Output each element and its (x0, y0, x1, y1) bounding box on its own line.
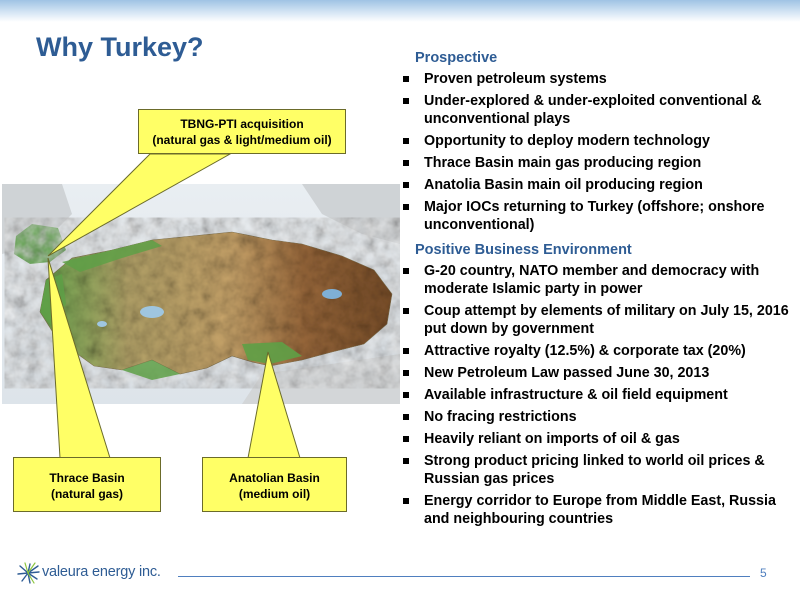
callout-line: TBNG-PTI acquisition (180, 117, 304, 131)
section-heading: Prospective (415, 50, 498, 66)
list-item: Opportunity to deploy modern technology (397, 132, 797, 150)
list-item: Heavily reliant on imports of oil & gas (397, 430, 797, 448)
list-item: Coup attempt by elements of military on July 15, 2016 put down by government (397, 302, 797, 338)
callout-line: (natural gas & light/medium oil) (152, 133, 332, 147)
footer-divider (178, 576, 750, 577)
list-item: Anatolia Basin main oil producing region (397, 176, 797, 194)
turkey-relief-map (2, 184, 400, 404)
list-item: Energy corridor to Europe from Middle East, Russia and neighbouring countries (397, 492, 797, 528)
company-logo (16, 562, 186, 586)
page-title: Why Turkey? (36, 32, 204, 62)
list-item: No fracing restrictions (397, 408, 797, 426)
list-item: Thrace Basin main gas producing region (397, 154, 797, 172)
logo-text: valeura energy inc. (42, 564, 161, 580)
list-item: Under-explored & under-exploited conventional & unconventional plays (397, 92, 797, 128)
callout-line: (medium oil) (238, 487, 311, 501)
tbng-acquisition-callout (138, 109, 346, 154)
list-item: Attractive royalty (12.5%) & corporate tax (20%) (397, 342, 797, 360)
bullet-list (397, 70, 797, 234)
list-item: Available infrastructure & oil field equipment (397, 386, 797, 404)
section-business-environment (397, 242, 797, 528)
list-item: Major IOCs returning to Turkey (offshore; onshore unconventional) (397, 198, 797, 234)
content-column (397, 50, 797, 534)
list-item: New Petroleum Law passed June 30, 2013 (397, 364, 797, 382)
bullet-list (397, 262, 797, 528)
section-prospective (397, 50, 797, 234)
section-heading: Positive Business Environment (415, 242, 632, 258)
logo-burst-icon (16, 562, 40, 584)
list-item: G-20 country, NATO member and democracy with moderate Islamic party in power (397, 262, 797, 298)
page-number: 5 (760, 566, 767, 580)
callout-line: Anatolian Basin (229, 471, 320, 485)
callout-line: (natural gas) (50, 487, 123, 501)
list-item: Proven petroleum systems (397, 70, 797, 88)
anatolian-basin-callout (202, 457, 347, 512)
list-item: Strong product pricing linked to world oil prices & Russian gas prices (397, 452, 797, 488)
callout-line: Thrace Basin (49, 471, 125, 485)
header-gradient-bar (0, 0, 800, 22)
thrace-basin-callout (13, 457, 161, 512)
